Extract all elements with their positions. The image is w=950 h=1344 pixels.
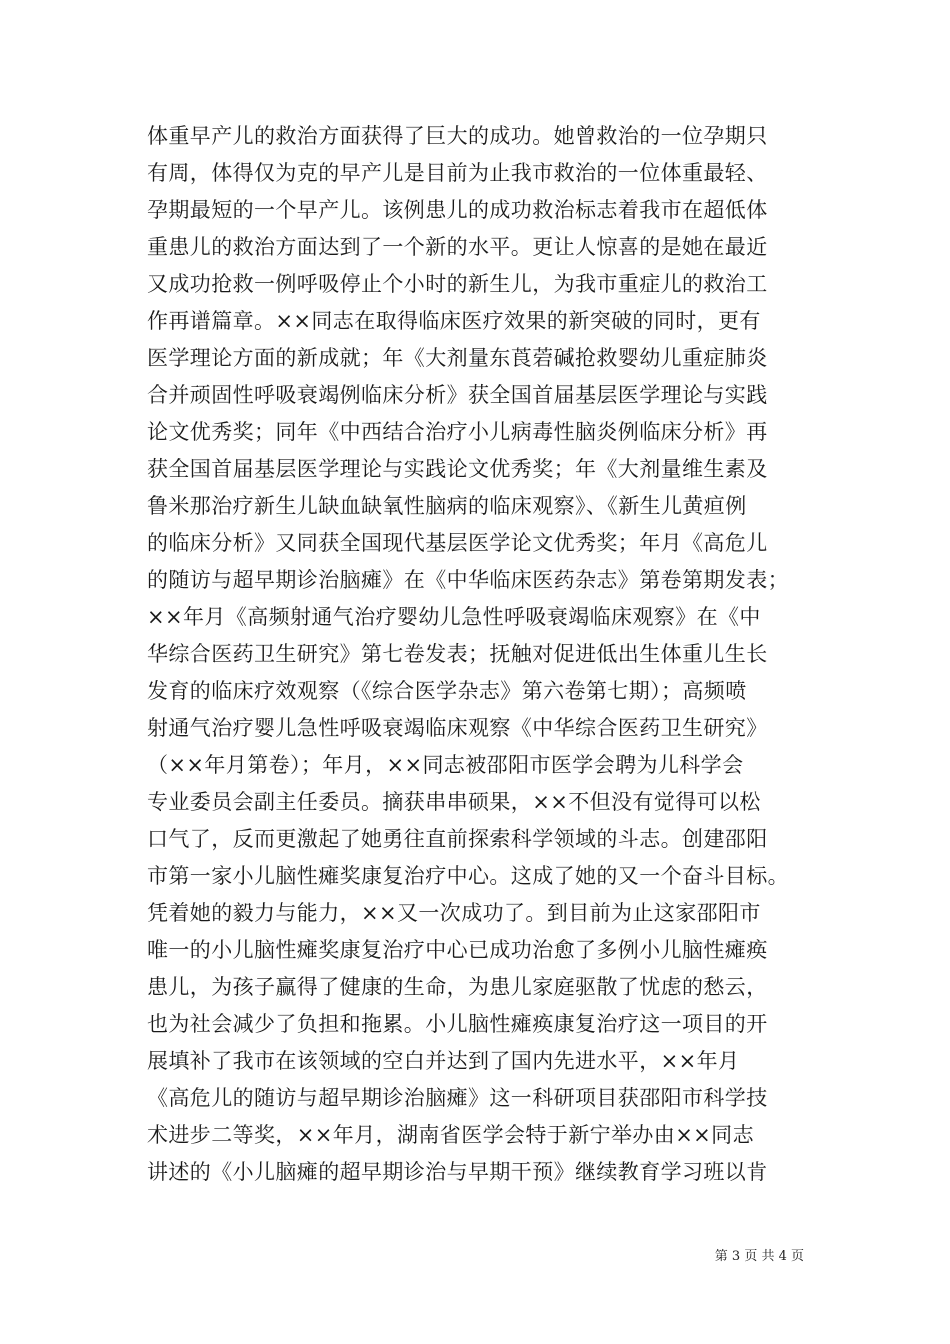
text-line: 华综合医药卫生研究》第七卷发表；抚触对促进低出生体重儿生长 — [147, 642, 768, 666]
text-line: 体重早产儿的救治方面获得了巨大的成功。她曾救治的一位孕期只 — [147, 124, 768, 148]
text-line: 《高危儿的随访与超早期诊治脑瘫》这一科研项目获邵阳市科学技 — [147, 1086, 768, 1110]
text-line: 获全国首届基层医学理论与实践论文优秀奖；年《大剂量维生素及 — [147, 457, 768, 481]
text-line: 患儿，为孩子赢得了健康的生命，为患儿家庭驱散了忧虑的愁云， — [147, 975, 768, 999]
text-line: 合并顽固性呼吸衰竭例临床分析》获全国首届基层医学理论与实践 — [147, 383, 768, 407]
page-number: 第 3 页 共 4 页 — [714, 1249, 804, 1264]
text-line: 展填补了我市在该领域的空白并达到了国内先进水平，××年月 — [147, 1049, 740, 1073]
text-line: 医学理论方面的新成就；年《大剂量东莨菪碱抢救婴幼儿重症肺炎 — [147, 346, 768, 370]
text-line: 术进步二等奖，××年月，湖南省医学会特于新宁举办由××同志 — [147, 1123, 754, 1147]
text-line: 论文优秀奖；同年《中西结合治疗小儿病毒性脑炎例临床分析》再 — [147, 420, 768, 444]
text-line: 专业委员会副主任委员。摘获串串硕果，××不但没有觉得可以松 — [147, 790, 761, 814]
text-line: （××年月第卷）；年月，××同志被邵阳市医学会聘为儿科学会 — [147, 753, 744, 777]
text-line: 唯一的小儿脑性瘫奖康复治疗中心已成功治愈了多例小儿脑性瘫痪 — [147, 938, 768, 962]
text-line: 也为社会减少了负担和拖累。小儿脑性瘫痪康复治疗这一项目的开 — [147, 1012, 768, 1036]
text-line: 凭着她的毅力与能力，××又一次成功了。到目前为止这家邵阳市 — [147, 901, 761, 925]
text-line: 射通气治疗婴儿急性呼吸衰竭临床观察《中华综合医药卫生研究》 — [147, 716, 768, 740]
body-text — [147, 118, 817, 1191]
text-line: 发育的临床疗效观察（《综合医学杂志》第六卷第七期）；高频喷 — [147, 679, 747, 703]
text-line: 孕期最短的一个早产儿。该例患儿的成功救治标志着我市在超低体 — [147, 198, 768, 222]
text-line: 作再谱篇章。××同志在取得临床医疗效果的新突破的同时，更有 — [147, 309, 761, 333]
text-line: ××年月《高频射通气治疗婴幼儿急性呼吸衰竭临床观察》在《中 — [147, 605, 761, 629]
text-line: 又成功抢救一例呼吸停止个小时的新生儿，为我市重症儿的救治工 — [147, 272, 768, 296]
text-line: 鲁米那治疗新生儿缺血缺氧性脑病的临床观察》、《新生儿黄疸例 — [147, 494, 747, 518]
text-line: 的临床分析》又同获全国现代基层医学论文优秀奖；年月《高危儿 — [147, 531, 768, 555]
text-line: 重患儿的救治方面达到了一个新的水平。更让人惊喜的是她在最近 — [147, 235, 768, 259]
text-line: 讲述的《小儿脑瘫的超早期诊治与早期干预》继续教育学习班以肯 — [147, 1160, 768, 1184]
text-line: 有周，体得仅为克的早产儿是目前为止我市救治的一位体重最轻、 — [147, 161, 768, 185]
text-line: 的随访与超早期诊治脑瘫》在《中华临床医药杂志》第卷第期发表； — [147, 568, 789, 592]
text-line: 口气了，反而更激起了她勇往直前探索科学领域的斗志。创建邵阳 — [147, 827, 768, 851]
text-line: 市第一家小儿脑性瘫奖康复治疗中心。这成了她的又一个奋斗目标。 — [147, 864, 789, 888]
